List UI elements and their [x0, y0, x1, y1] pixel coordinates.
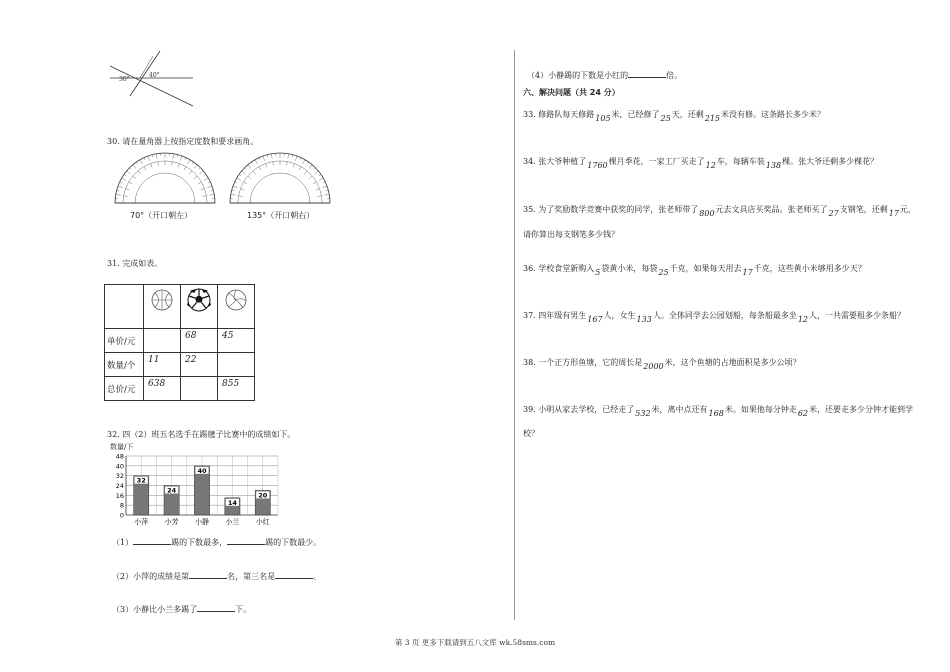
protractor-left-label: 70°（开口朝左）: [130, 211, 193, 220]
chart-category-label: 小芳: [164, 518, 179, 525]
angle-label-40: 40°: [149, 72, 160, 79]
cell-quantity-basketball[interactable]: 11: [144, 353, 181, 377]
section-6-title: 六、解决问题（共 24 分）: [523, 88, 620, 97]
table-header-basketball: [144, 285, 181, 329]
chart-category-label: 小兰: [225, 518, 240, 525]
table-header-volleyball: [218, 285, 255, 329]
question-38: 38. 一个正方形鱼塘，它的周长是2000米，这个鱼塘的占地面积是多少公顷？: [523, 358, 801, 371]
row-label-total-price: 总价/元: [105, 377, 144, 401]
chart-ylabel: 数量/下: [110, 443, 134, 451]
blank-third[interactable]: [275, 569, 313, 579]
chart-ytick-label: 24: [115, 482, 124, 490]
question-39: 39. 小明从家去学校，已经走了532米，离中点还有168米。如果他每分钟走62米，还要走多少分钟才能到学: [523, 405, 914, 418]
blank-least[interactable]: [227, 535, 265, 545]
chart-category-label: 小萍: [134, 518, 149, 525]
question-30: 30. 请在量角器上按指定度数和要求画角。: [107, 137, 259, 146]
volleyball-icon: [218, 287, 254, 317]
question-32-sub4: （4）小静踢的下数是小红的 倍。: [527, 68, 682, 81]
bar-chart: [108, 440, 288, 525]
cell-unit-price-volleyball[interactable]: 45: [218, 329, 255, 353]
protractor-right-label: 135°（开口朝右）: [247, 211, 315, 220]
cell-total-basketball[interactable]: 638: [144, 377, 181, 401]
basketball-icon: [144, 287, 180, 317]
soccer-ball-icon: [181, 287, 217, 317]
question-32: 32. 四（2）班五名选手在踢毽子比赛中的成绩如下。: [107, 430, 296, 439]
question-35-line2: 请你算出每支钢笔多少钱？: [523, 230, 619, 239]
question-32-sub1: （1） 踢的下数最多， 踢的下数最少。: [112, 535, 321, 548]
table-corner: [105, 285, 144, 329]
chart-ytick-label: 48: [115, 452, 124, 461]
angle-label-30: 30°: [119, 76, 130, 83]
question-32-sub3: （3）小静比小兰多踢了 下。: [112, 602, 251, 615]
protractor-right[interactable]: [228, 148, 332, 206]
blank-most[interactable]: [133, 535, 171, 545]
table-header-soccer: [181, 285, 218, 329]
question-35: 35. 为了奖励数学竞赛中获奖的同学，张老师带了800元去文具店买奖品。张老师买了27支钢笔，还剩17元，: [523, 205, 916, 218]
cell-unit-price-basketball[interactable]: [144, 329, 181, 353]
chart-ytick-label: 16: [115, 491, 124, 500]
chart-value-label: 40: [197, 466, 207, 475]
question-39-line2: 校？: [523, 429, 539, 438]
cell-unit-price-soccer[interactable]: 68: [181, 329, 218, 353]
chart-value-label: 24: [167, 486, 177, 495]
question-37: 37. 四年级有男生167人，女生133人。全体同学去公园划船，每条船最多坐12人，一共需要租多少条船？: [523, 311, 906, 324]
question-31: 31. 完成如表。: [107, 259, 163, 268]
question-33: 33. 修路队每天修路105米，已经修了25天，还剩215米没有修。这条路长多少米？: [523, 110, 826, 123]
price-table: [104, 284, 255, 401]
protractor-left[interactable]: [113, 148, 217, 206]
blank-rank[interactable]: [189, 569, 227, 579]
chart-value-label: 20: [258, 491, 268, 500]
angle-figure: [105, 48, 195, 108]
cell-quantity-volleyball[interactable]: [218, 353, 255, 377]
chart-value-label: 32: [136, 476, 146, 485]
chart-ytick-label: 40: [115, 462, 124, 471]
blank-diff[interactable]: [197, 602, 235, 612]
chart-category-label: 小静: [195, 518, 209, 525]
cell-quantity-soccer[interactable]: 22: [181, 353, 218, 377]
column-divider: [514, 50, 515, 620]
row-label-unit-price: 单价/元: [105, 329, 144, 353]
chart-value-label: 14: [227, 498, 237, 507]
chart-ytick-label: 8: [119, 501, 124, 510]
question-34: 34. 张大爷种植了1760棵月季花，一家工厂买走了12车，每辆车装138棵。张大爷还剩多少棵花？: [523, 157, 879, 170]
blank-times[interactable]: [628, 68, 666, 78]
row-label-quantity: 数量/个: [105, 353, 144, 377]
question-32-sub2: （2）小萍的成绩是第 名，第三名是 。: [112, 569, 321, 582]
cell-total-volleyball[interactable]: 855: [218, 377, 255, 401]
page-footer: 第 3 页 更多下载请到五八文库 wk.58sms.com: [394, 638, 556, 647]
chart-ytick-label: 0: [119, 511, 124, 520]
question-36: 36. 学校食堂新购入5袋黄小米，每袋25千克，如果每天用去17千克，这些黄小米够用多少天？: [523, 264, 866, 277]
cell-total-soccer[interactable]: [181, 377, 218, 401]
chart-ytick-label: 32: [115, 472, 124, 481]
chart-category-label: 小红: [255, 518, 270, 525]
